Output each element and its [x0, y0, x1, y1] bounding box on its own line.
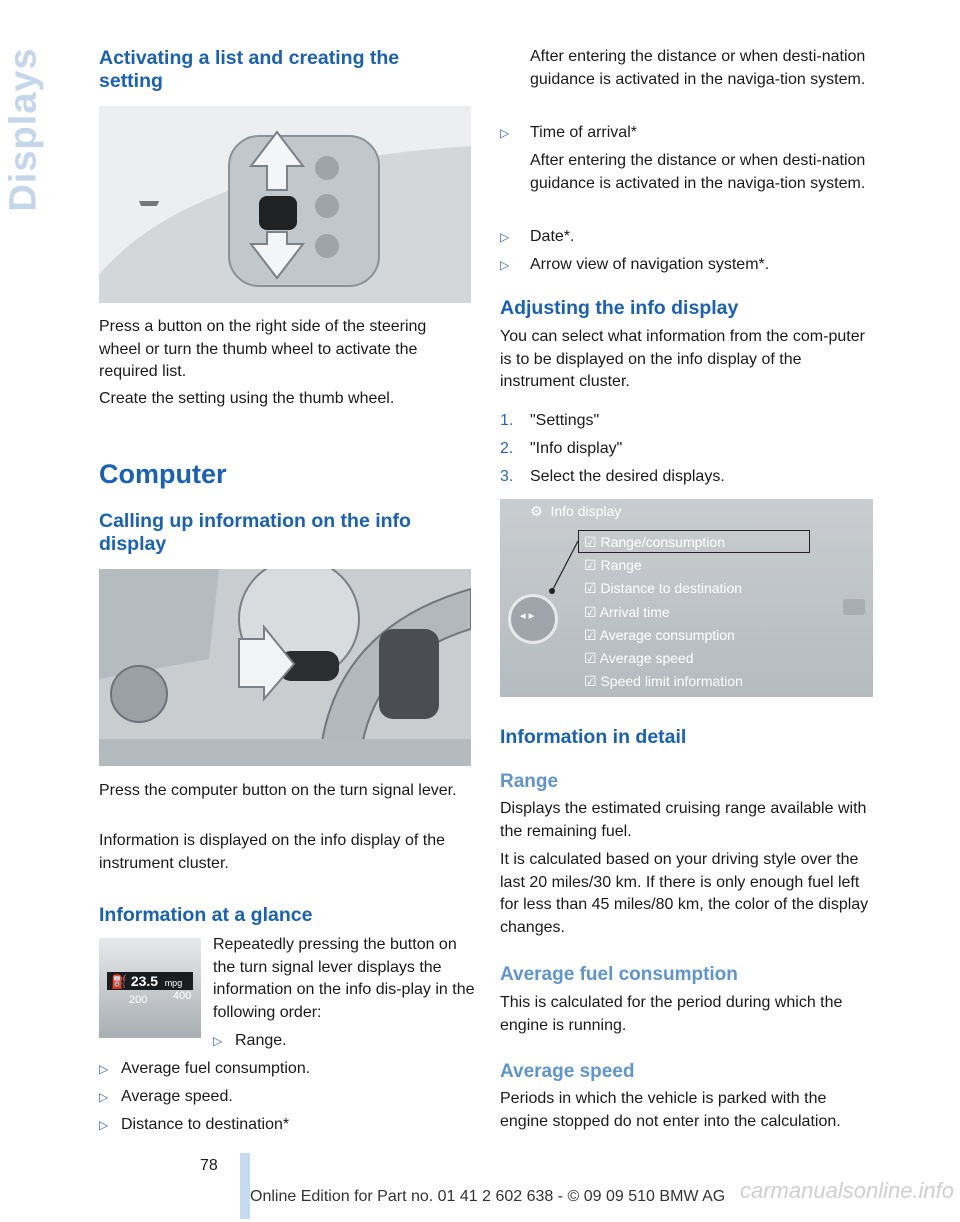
- triangle-bullet-icon: ▷: [500, 230, 510, 244]
- paragraph-continuation-2: After entering the distance or when desti-nation guidance is activated in the naviga-tion system.: [530, 152, 866, 192]
- step-number: 2.: [500, 440, 514, 457]
- triangle-bullet-icon: ▷: [500, 258, 510, 272]
- steering-wheel-image: [99, 106, 471, 303]
- bullet-text: Date*.: [530, 228, 575, 245]
- screen-title: Info display: [550, 503, 622, 519]
- screen-item-label: Range: [600, 557, 642, 574]
- bullet-text: Distance to destination*: [121, 1116, 290, 1133]
- screen-item-range-consumption[interactable]: [584, 531, 854, 554]
- checkbox-icon: ☑: [584, 673, 601, 690]
- screen-item-range[interactable]: [584, 554, 854, 577]
- heading-range: Range: [500, 771, 559, 792]
- screen-item-label: Speed limit information: [600, 673, 743, 690]
- bullet-text: Average fuel consumption.: [121, 1060, 311, 1077]
- bullet-text: Range.: [235, 1032, 287, 1049]
- bullet-date: [500, 226, 574, 248]
- checkbox-icon: ☑: [584, 603, 600, 620]
- turn-signal-illustration: [99, 569, 471, 766]
- step-3: [500, 466, 725, 488]
- bullet-avg-fuel: [99, 1058, 310, 1080]
- heading-detail: Information in detail: [500, 726, 687, 748]
- triangle-bullet-icon: ▷: [99, 1062, 109, 1076]
- step-text: "Info display": [530, 440, 623, 457]
- cluster-readout: [107, 972, 193, 990]
- watermark: carmanualsonline.info: [740, 1178, 955, 1203]
- paragraph-press-button: Press a button on the right side of the steering wheel or turn the thumb wheel to activate the required list.: [99, 318, 427, 380]
- footer-bar: [240, 1153, 250, 1219]
- bullet-arrival: [500, 122, 637, 144]
- step-number: 3.: [500, 468, 514, 485]
- bullet-text: Arrow view of navigation system*.: [530, 256, 770, 273]
- bullet-arrow-view: [500, 254, 769, 276]
- checkbox-icon: ☑: [584, 650, 600, 667]
- paragraph-range-2: It is calculated based on your driving style over the last 20 miles/30 km. If there is only enough fuel left for less than 45 miles/80 km, the color of the display changes.: [500, 851, 869, 936]
- screen-item-avg-speed[interactable]: [584, 647, 854, 670]
- gear-icon: ⚙: [530, 503, 543, 519]
- heading-calling-up: Calling up information on the info display: [99, 510, 411, 555]
- info-display-screen: [500, 499, 873, 697]
- side-tab-label: Displays: [2, 47, 45, 212]
- screen-item-label: Distance to destination: [600, 580, 743, 597]
- cluster-unit: mpg: [164, 978, 183, 988]
- checkbox-icon: ☑: [584, 580, 601, 597]
- paragraph-continuation: After entering the distance or when desti-nation guidance is activated in the naviga-tion system.: [530, 48, 866, 88]
- turn-signal-image: [99, 569, 471, 766]
- page-number: 78: [200, 1157, 218, 1174]
- heading-avg-fuel: Average fuel consumption: [500, 964, 738, 985]
- step-number: 1.: [500, 412, 514, 429]
- step-2: [500, 438, 622, 460]
- screen-item-label: Average consumption: [599, 626, 735, 643]
- arrow-left-right-icon: ◂ ▸: [520, 610, 535, 622]
- step-text: Select the desired displays.: [530, 468, 725, 485]
- heading-avg-speed: Average speed: [500, 1061, 635, 1082]
- bullet-avg-speed: [99, 1086, 233, 1108]
- heading-glance: Information at a glance: [99, 904, 313, 926]
- paragraph-avg-speed: Periods in which the vehicle is parked with the engine stopped do not enter into the calculation.: [500, 1090, 841, 1130]
- screen-item-arrival[interactable]: [584, 601, 854, 624]
- cluster-display-image: [99, 938, 201, 1038]
- checkbox-icon: ☑: [584, 534, 601, 550]
- heading-adjusting: Adjusting the info display: [500, 297, 739, 319]
- bullet-text: Time of arrival*: [530, 124, 637, 141]
- triangle-bullet-icon: ▷: [500, 126, 510, 140]
- screen-item-label: Arrival time: [599, 603, 670, 620]
- paragraph-create-setting: Create the setting using the thumb wheel.: [99, 390, 395, 407]
- paragraph-adjusting: You can select what information from the com-puter is to be displayed on the info display of the instrument cluster.: [500, 328, 865, 390]
- paragraph-info-displayed: Information is displayed on the info display of the instrument cluster.: [99, 832, 445, 872]
- screen-item-label: Average speed: [599, 650, 694, 667]
- step-text: "Settings": [530, 412, 600, 429]
- step-1: [500, 410, 599, 432]
- bullet-range: [213, 1030, 287, 1052]
- paragraph-avg-fuel: This is calculated for the period during which the engine is running.: [500, 994, 843, 1034]
- bullet-text: Average speed.: [121, 1088, 233, 1105]
- screen-item-label: Range/consumption: [600, 534, 725, 550]
- fuel-pump-icon: ⛽: [111, 974, 128, 989]
- screen-item-distance[interactable]: [584, 577, 854, 600]
- steering-wheel-illustration: [99, 106, 471, 303]
- bullet-distance: [99, 1114, 289, 1136]
- side-tab: [0, 36, 56, 216]
- heading-computer: Computer: [99, 459, 227, 489]
- cluster-value: 23.5: [130, 973, 159, 989]
- paragraph-range-1: Displays the estimated cruising range available with the remaining fuel.: [500, 800, 867, 840]
- edition-line: Online Edition for Part no. 01 41 2 602 638 - © 09 09 510 BMW AG: [250, 1188, 726, 1205]
- paragraph-glance: Repeatedly pressing the button on the turn signal lever displays the information on the info dis-play in the following order:: [213, 936, 475, 1021]
- triangle-bullet-icon: ▷: [99, 1118, 109, 1132]
- cluster-scale-400: 400: [173, 990, 192, 1002]
- checkbox-icon: ☑: [584, 626, 600, 643]
- screen-item-speed-limit[interactable]: [584, 670, 854, 693]
- triangle-bullet-icon: ▷: [213, 1034, 223, 1048]
- heading-activate: Activating a list and creating the setting: [99, 47, 400, 92]
- triangle-bullet-icon: ▷: [99, 1090, 109, 1104]
- checkbox-icon: ☑: [584, 557, 601, 574]
- screen-menu-list: [584, 531, 854, 693]
- cluster-scale-200: 200: [129, 994, 148, 1006]
- screen-item-avg-consumption[interactable]: [584, 624, 854, 647]
- paragraph-computer-button: Press the computer button on the turn signal lever.: [99, 782, 457, 799]
